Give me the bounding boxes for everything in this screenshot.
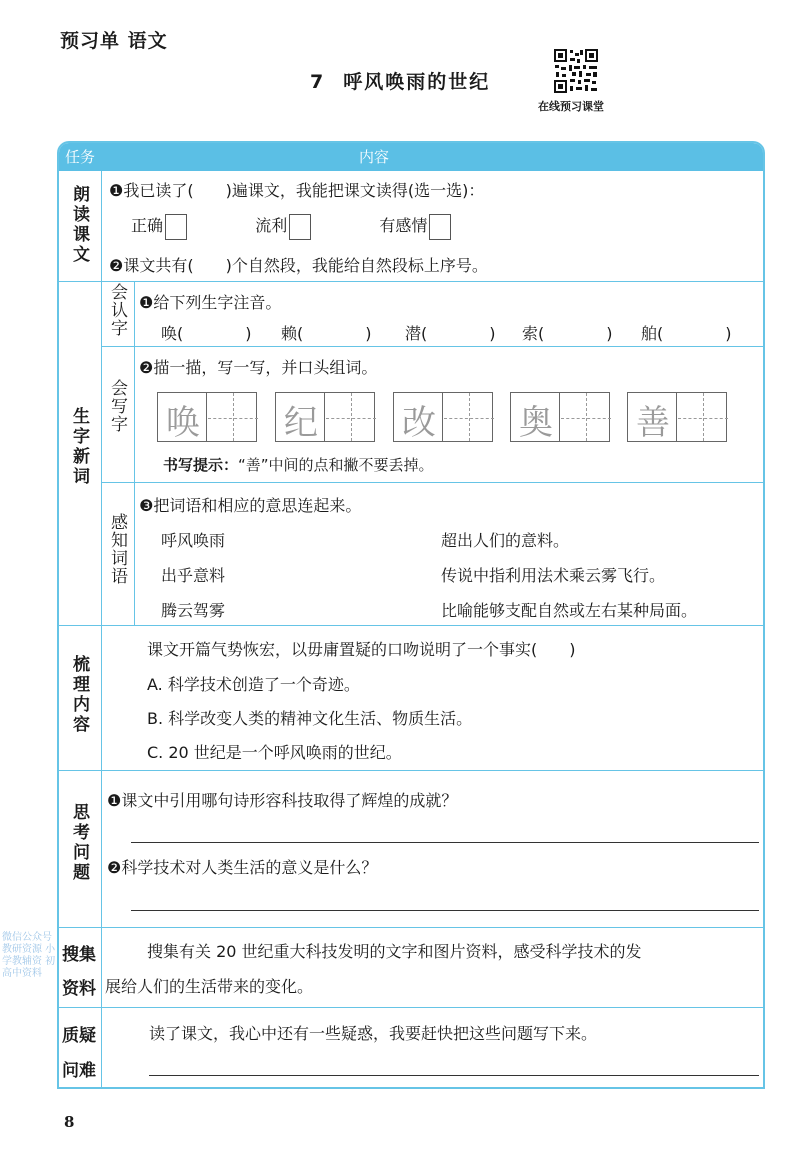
row-divider <box>59 927 763 928</box>
pinyin-close: ) <box>489 324 496 343</box>
pinyin-item-5 <box>641 321 732 344</box>
sort-label: 梳理内容 <box>69 655 89 735</box>
option-correct-label: 正确 <box>131 216 164 235</box>
trace-char: 唤 <box>166 403 200 443</box>
option-emotion-label: 有感情 <box>379 216 428 235</box>
pinyin-close: ) <box>245 324 252 343</box>
option-fluent-checkbox[interactable] <box>289 214 311 240</box>
sort-option-a[interactable]: A. 科学技术创造了一个奇迹。 <box>147 675 360 694</box>
answer-line[interactable] <box>131 910 759 911</box>
content-column-header: 内容 <box>359 148 390 166</box>
option-emotion-checkbox[interactable] <box>429 214 451 240</box>
doubt-label-1: 质疑 <box>62 1026 96 1046</box>
row-divider <box>59 625 763 626</box>
option-fluent-label: 流利 <box>255 216 288 235</box>
new-words-label: 生字新词 <box>69 407 89 487</box>
meaning-item[interactable]: 超出人们的意料。 <box>441 531 570 550</box>
lesson-title-text: 呼风唤雨的世纪 <box>343 71 491 93</box>
answer-line[interactable] <box>149 1075 759 1076</box>
reading-label: 朗读课文 <box>69 185 89 265</box>
writing-grid[interactable] <box>393 392 493 442</box>
write-label: 会写字 <box>107 379 127 433</box>
doubt-text: 读了课文，我心中还有一些疑惑，我要赶快把这些问题写下来。 <box>149 1024 598 1043</box>
trace-char: 奥 <box>519 403 553 443</box>
writing-tip <box>163 454 434 475</box>
writing-grid[interactable] <box>275 392 375 442</box>
pinyin-char: 赖( <box>281 324 304 343</box>
think-question-2: ❷科学技术对人类生活的意义是什么？ <box>107 858 378 877</box>
writing-grid[interactable] <box>510 392 610 442</box>
meaning-item[interactable]: 比喻能够支配自然或左右某种局面。 <box>441 601 698 620</box>
recognize-label: 会认字 <box>107 283 127 337</box>
column-divider <box>101 171 102 1089</box>
subrow-divider <box>101 482 765 483</box>
perceive-label: 感知词语 <box>107 513 127 585</box>
pinyin-char: 舶( <box>641 324 664 343</box>
trace-char: 纪 <box>284 403 318 443</box>
row-divider <box>59 770 763 771</box>
writing-tip-text: “善”中间的点和撇不要丢掉。 <box>238 456 434 474</box>
pinyin-close: ) <box>365 324 372 343</box>
pinyin-item-3 <box>405 321 496 344</box>
reading-options <box>131 213 451 240</box>
word-item[interactable]: 腾云驾雾 <box>161 601 226 620</box>
word-item[interactable]: 呼风唤雨 <box>161 531 226 550</box>
worksheet-table <box>57 141 765 1089</box>
pinyin-char: 唤( <box>161 324 184 343</box>
writing-grid[interactable] <box>627 392 727 442</box>
lesson-number: 7 <box>310 71 326 93</box>
pinyin-char: 潜( <box>405 324 428 343</box>
writing-grid[interactable] <box>157 392 257 442</box>
book-header: 预习单 语文 <box>60 30 168 52</box>
think-label: 思考问题 <box>69 803 89 883</box>
word-item[interactable]: 出乎意料 <box>161 566 226 585</box>
doubt-label-2: 问难 <box>62 1061 96 1081</box>
trace-char: 善 <box>636 403 670 443</box>
collect-label-1: 搜集 <box>62 945 96 965</box>
pinyin-item-2 <box>281 321 372 344</box>
think-question-1: ❶课文中引用哪句诗形容科技取得了辉煌的成就？ <box>107 791 458 810</box>
collect-label-2: 资料 <box>62 979 96 999</box>
trace-char: 改 <box>402 403 436 443</box>
write-instruction: ❷描一描，写一写，并口头组词。 <box>139 358 378 377</box>
pinyin-close: ) <box>725 324 732 343</box>
collect-line-1: 搜集有关 20 世纪重大科技发明的文字和图片资料，感受科学技术的发 <box>147 942 642 961</box>
pinyin-char: 索( <box>522 324 545 343</box>
reading-line-1: ❶我已读了( )遍课文，我能把课文读得(选一选)： <box>109 181 485 200</box>
row-divider <box>59 281 763 282</box>
subcolumn-divider <box>134 281 135 625</box>
answer-line[interactable] <box>131 842 759 843</box>
pinyin-item-1 <box>161 321 252 344</box>
perceive-instruction: ❸把词语和相应的意思连起来。 <box>139 496 362 515</box>
writing-tip-label: 书写提示： <box>163 456 239 474</box>
sort-option-b[interactable]: B. 科学改变人类的精神文化生活、物质生活。 <box>147 709 473 728</box>
pinyin-item-4 <box>522 321 613 344</box>
page-number: 8 <box>64 1113 75 1131</box>
task-column-header: 任务 <box>64 148 95 166</box>
lesson-title <box>310 67 490 94</box>
pinyin-close: ) <box>606 324 613 343</box>
reading-line-2: ❷课文共有( )个自然段，我能给自然段标上序号。 <box>109 256 488 275</box>
row-divider <box>59 1007 763 1008</box>
watermark: 微信公众号 教研资源 小学教辅资 初高中资料 <box>2 932 56 979</box>
option-correct-checkbox[interactable] <box>165 214 187 240</box>
meaning-item[interactable]: 传说中指利用法术乘云雾飞行。 <box>441 566 666 585</box>
collect-line-2: 展给人们的生活带来的变化。 <box>105 977 314 996</box>
subrow-divider <box>101 346 765 347</box>
table-header <box>59 143 763 171</box>
sort-question: 课文开篇气势恢宏，以毋庸置疑的口吻说明了一个事实( ) <box>147 640 576 659</box>
qr-caption: 在线预习课堂 <box>538 100 604 113</box>
sort-option-c[interactable]: C. 20 世纪是一个呼风唤雨的世纪。 <box>147 743 402 762</box>
recognize-instruction: ❶给下列生字注音。 <box>139 293 282 312</box>
qr-code-icon[interactable] <box>553 48 599 94</box>
